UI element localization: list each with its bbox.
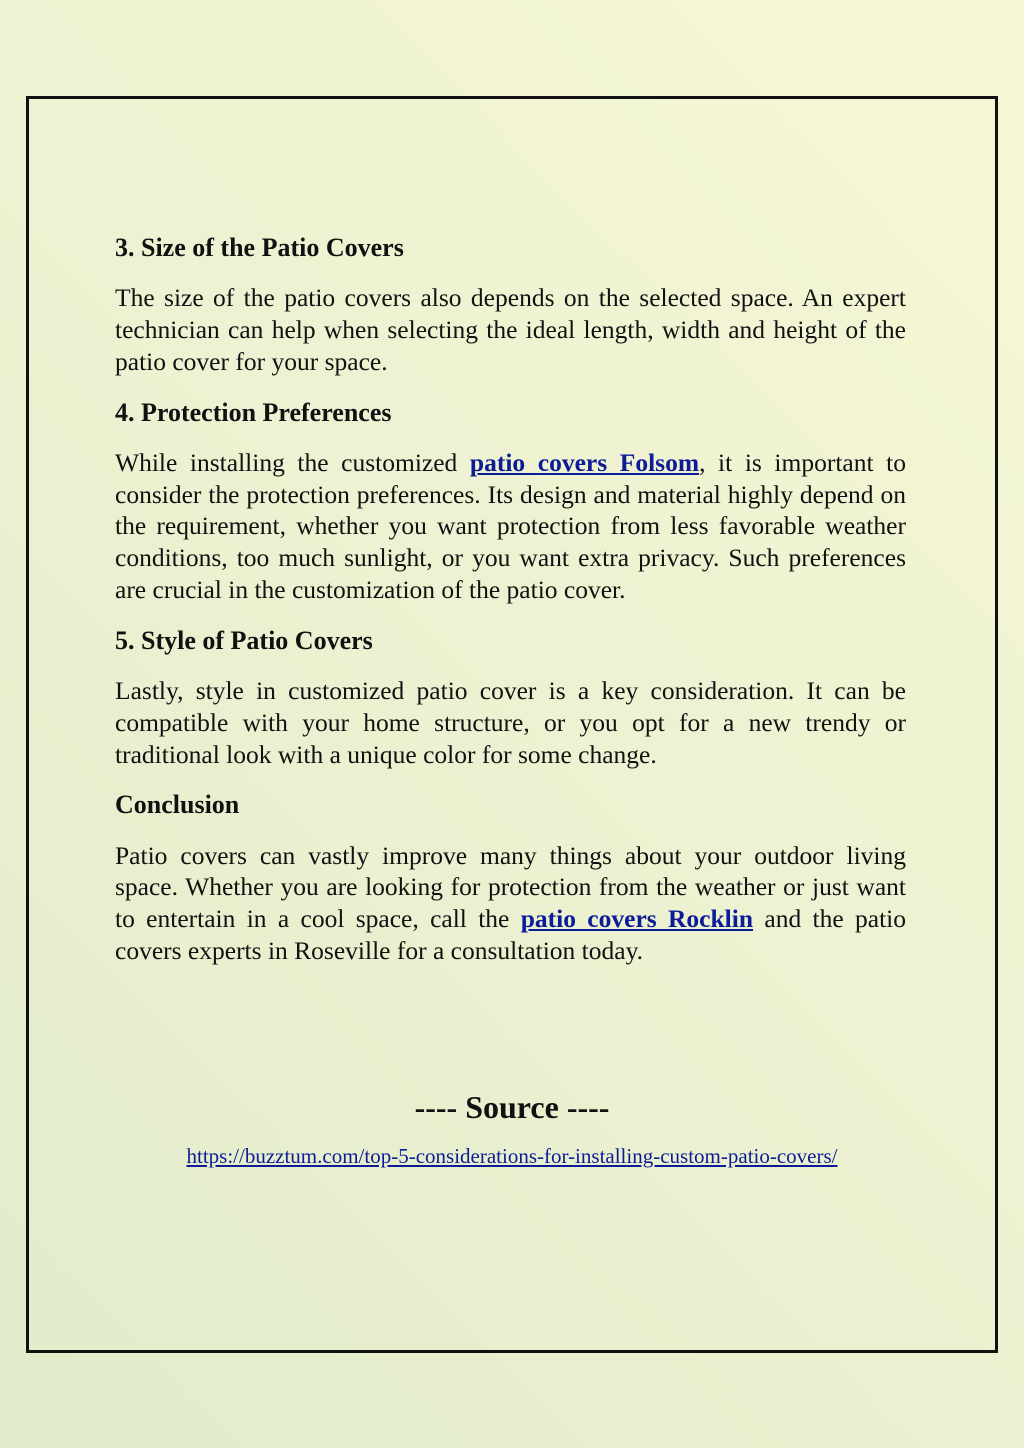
section-paragraph-protection [115, 447, 906, 606]
section-heading-style: 5. Style of Patio Covers [115, 625, 373, 655]
paragraph-text: While installing the customized [115, 447, 470, 477]
paragraph-text: , it is important to consider the protection preferences. Its design and material highly depend on the requirement, whether you want protection from less favorable weather conditions, too much sunlight, or you want extra privacy. Such preferences are crucial in the customization of the patio cover. [115, 447, 907, 604]
patio-covers-folsom-link[interactable]: patio covers Folsom [469, 447, 700, 477]
section-heading-conclusion: Conclusion [115, 790, 240, 820]
section-heading-size: 3. Size of the Patio Covers [115, 233, 404, 262]
section-heading-protection: 4. Protection Preferences [115, 397, 392, 427]
patio-covers-rocklin-link[interactable]: patio covers Rocklin [520, 904, 754, 934]
source-title: ---- Source ---- [414, 1089, 610, 1125]
paragraph-text: Patio covers can vastly improve many things about your outdoor living space. Whether you are looking for protection from the weather or just want to entertain in a cool space, call the [115, 840, 906, 934]
section-paragraph-style: Lastly, style in customized patio cover is a key consideration. It can be compatible with your home structure, or you opt for a new trendy or traditional look with a unique color for some change. [115, 675, 906, 769]
source-block [26, 1088, 998, 1169]
section-paragraph-size: The size of the patio covers also depends on the selected space. An expert technician can help when selecting the ideal length, width and height of the patio cover for your space. [115, 283, 906, 376]
source-url-link[interactable]: https://buzztum.com/top-5-considerations-for-installing-custom-patio-covers/ [186, 1144, 838, 1169]
article-body [115, 232, 906, 986]
section-paragraph-conclusion [115, 840, 906, 967]
paragraph-text: and the patio covers experts in Roseville for a consultation today. [115, 904, 907, 965]
